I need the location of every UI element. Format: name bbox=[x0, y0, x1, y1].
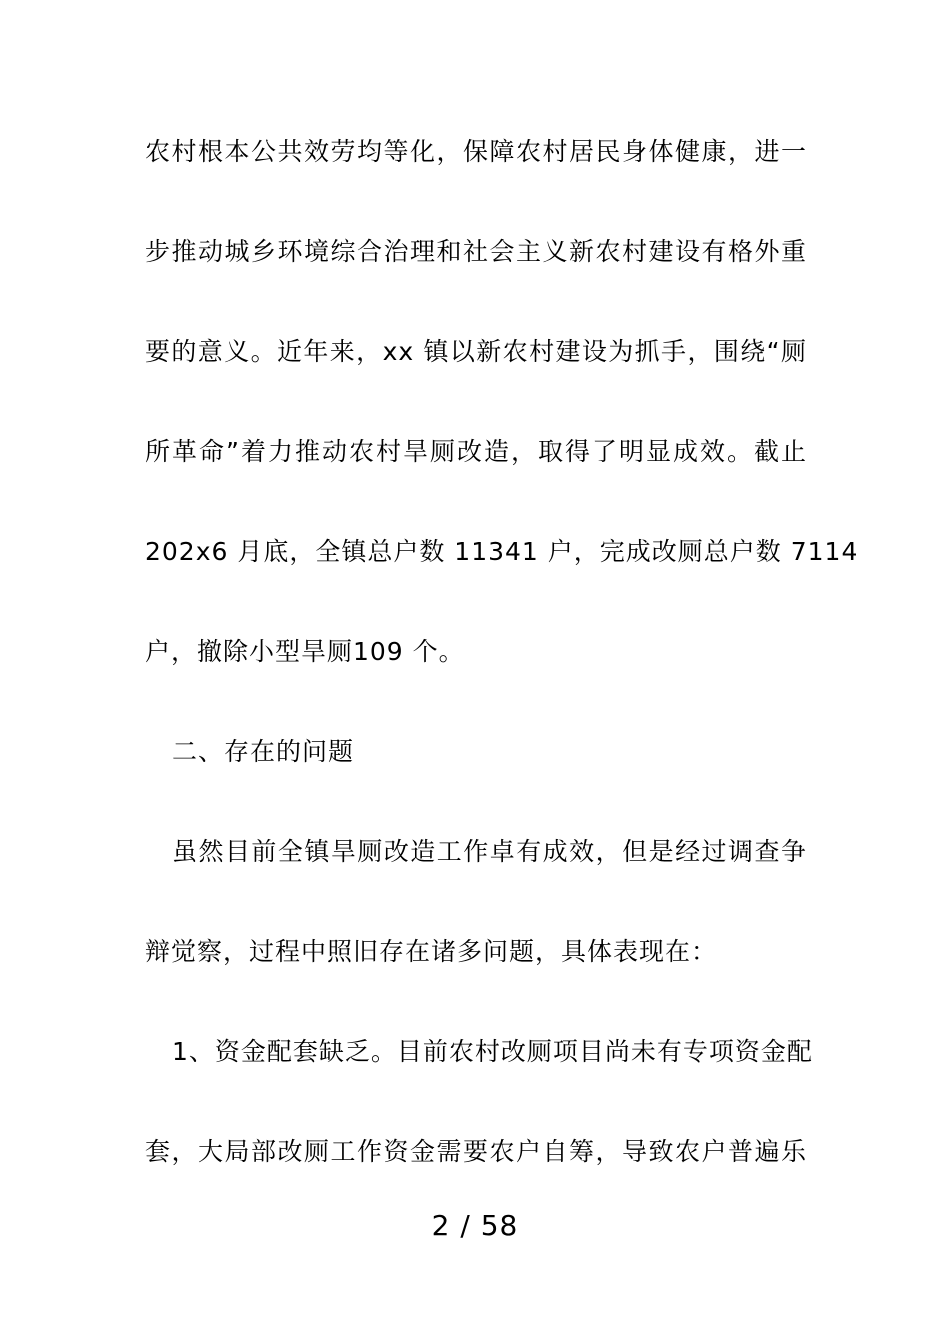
page-number: 2 / 58 bbox=[431, 1209, 519, 1242]
section-heading: 二、存在的问题 bbox=[172, 737, 355, 766]
paragraph-1-line-2: 步推动城乡环境综合治理和社会主义新农村建设有格外重 bbox=[145, 237, 807, 266]
paragraph-1-line-6: 户，撤除小型旱厕109 个。 bbox=[145, 637, 465, 666]
paragraph-1-line-3: 要的意义。近年来，xx 镇以新农村建设为抓手，围绕“厕 bbox=[145, 337, 807, 366]
paragraph-2-line-2: 辩觉察，过程中照旧存在诸多问题，具体表现在： bbox=[145, 937, 718, 966]
paragraph-2-line-1: 虽然目前全镇旱厕改造工作卓有成效，但是经过调查争 bbox=[172, 837, 807, 866]
paragraph-3-line-2: 套，大局部改厕工作资金需要农户自筹，导致农户普遍乐 bbox=[145, 1137, 807, 1166]
paragraph-3-line-1: 1、资金配套缺乏。目前农村改厕项目尚未有专项资金配 bbox=[172, 1037, 813, 1066]
paragraph-1-line-1: 农村根本公共效劳均等化，保障农村居民身体健康，进一 bbox=[145, 137, 807, 166]
paragraph-1-line-4: 所革命”着力推动农村旱厕改造，取得了明显成效。截止 bbox=[145, 437, 807, 466]
paragraph-1-line-5: 202x6 月底，全镇总户数 11341 户，完成改厕总户数 7114 bbox=[145, 537, 859, 566]
